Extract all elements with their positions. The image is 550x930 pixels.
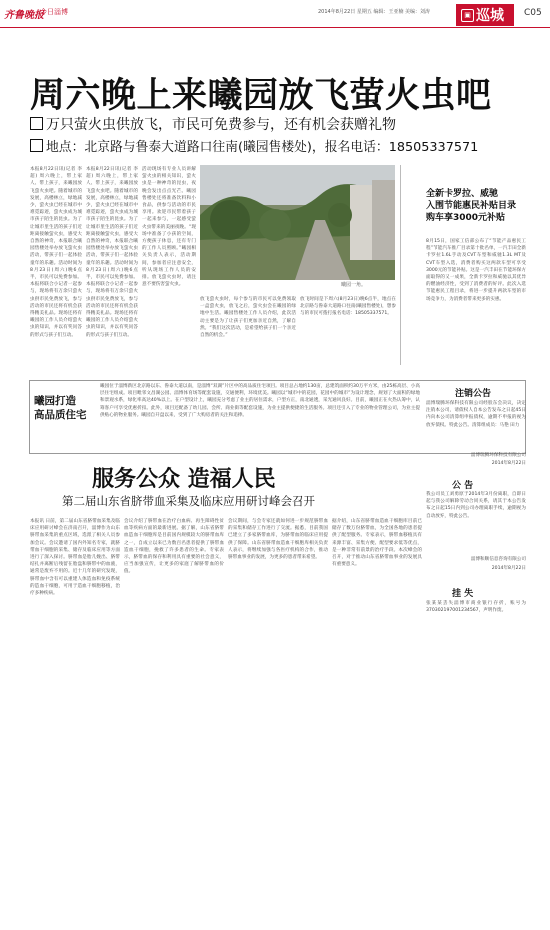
article2-column-3: 会议期间，与会专家还就如何进一步规范脐带血的采集和储存工作进行了交流。据悉，目前我国已建立了多家脐带血库，为脐带血的临床应用提供了保障。山东省脐带血造血干细胞库相关负责人表示，将继续加强与各医疗机构的合作，推动脐带血事业的发展，为更多的患者带来希望。	[228, 519, 328, 561]
article-subtitle-1: 万只萤火虫供放飞，市民可免费参与，还有机会获赠礼物	[30, 114, 396, 134]
column-divider	[400, 165, 401, 365]
article-column-1b: 本报8月22日讯(记者 李超) 周六晚上，带上家人、带上孩子，来曦园放飞萤火虫吧。随着城市的发展，高楼林立，绿地减少，萤火虫已经在城市中难觅踪迹，萤火虫成为城市孩子陌生的昆虫。为了让城市里生活的孩子们近距离接触萤火虫，感受大自然的神奇，本报联合曦园售楼处举办放飞萤火虫活动，带孩子们一起体验童年的乐趣。活动时间为8月23日(周六)晚6点半，市民可以免费参加。本报将联合小记者一起参与，现场将有万余只萤火虫供市民免费放飞，参与活动的市民还将有机会获得精美礼品。现场还将有曦园的工作人员介绍萤火虫的知识，并以有奖问答的形式与孩子们互动。	[86, 167, 138, 338]
article-column-2: 活动现场有专业人员讲解萤火虫的相关知识，萤火虫是一种神奇的昆虫，夜晚会发出点点光芒。曦园售楼处还将准备饮料和小食品，供参与活动的市民享用。欢迎市民带着孩子一起来参与，一起感受萤火虫带来的美丽夜晚。“现场中准备了小孩的空间，方便孩子休息，还有专门的工作人员照顾。”曦园相关负责人表示，活动期间，参加者应注意安全，听从现场工作人员的安排。放飞萤火虫时，请注意不要伤害萤火虫。	[142, 167, 196, 288]
article-headline: 周六晚上来曦园放飞萤火虫吧	[30, 76, 492, 116]
article-column-3: 放飞萤火虫时，每个参与的市民可以免费领取一盒萤火虫，放飞之后，萤火虫会在曦园的绿地中生活。曦园售楼处工作人员介绍，此次活动主要是为了让孩子们更加亲近自然，了解自然。“我们这次活动，是希望给孩子们一个亲近自然的机会。”	[200, 297, 296, 339]
advertorial-body: 曦园位于淄博新区北京路以东、鲁泰大道以南，是淄博“双湖”片区中的高品质住宅项目。项目总占地约130亩，总建筑面积约30万平方米，由25栋高层、小高层住宅组成。项目毗邻文昌湖公园、淄博体育场等配套设施，交通便利，环境优美。曦园以“城市中的花园，花园中的城市”为设计理念，规划了大面积的绿地和景观水系，绿化率高达40%以上。在户型设计上，曦园充分考虑了业主的居住需求，户型方正，南北通透，采光通风良好。目前，曦园正在火热认筹中，认筹客户可享受优惠折扣。此外，项目还配备了幼儿园、会所、商业街等配套设施，为业主提供便捷的生活服务。项目还引入了专业的物业管理公司，为业主提供贴心的物业服务。曦园自开盘以来，受到了广大购房者的关注和追捧。	[100, 384, 420, 418]
section-badge-label: 巡城	[476, 8, 504, 24]
notice-date-1: 2014年8月22日	[491, 461, 526, 466]
article2-subtitle: 第二届山东省脐带血采集及临床应用研讨峰会召开	[62, 494, 315, 508]
article2-column-4: 据介绍，山东省脐带血造血干细胞库目前已储存了数万份脐带血，为全国各地的患者提供了配型服务。专家表示，脐带血移植具有来源丰富、采集方便、配型要求低等优点，是一种非常有前景的治疗手段。本次峰会的召开，对于推动山东省脐带血事业的发展具有重要意义。	[332, 519, 422, 568]
checkbox-icon	[30, 139, 43, 152]
advertorial-title: 曦园打造 高品质住宅	[34, 395, 87, 421]
photo-caption: 曦园一角。	[341, 282, 367, 288]
notice-title-1: 注销公告	[454, 389, 491, 399]
article-column-4: 放飞时间是下周六(8月23日)晚6点半，地点在北京路与鲁泰大道路口往南(曦园售楼处)，想参与的市民可拨打报名电话：18505337571。	[300, 297, 396, 317]
article-column-1: 本报8月22日讯(记者 李超) 周六晚上，带上家人、带上孩子，来曦园放飞萤火虫吧。随着城市的发展，高楼林立，绿地减少，萤火虫已经在城市中难觅踪迹，萤火虫成为城市孩子陌生的昆虫。为了让城市里生活的孩子们近距离接触萤火虫，感受大自然的神奇，本报联合曦园售楼处举办放飞萤火虫活动，带孩子们一起体验童年的乐趣。活动时间为8月23日(周六)晚6点半，市民可以免费参加。本报将联合小记者一起参与，现场将有万余只萤火虫供市民免费放飞，参与活动的市民还将有机会获得精美礼品。现场还将有曦园的工作人员介绍萤火虫的知识，并以有奖问答的形式与孩子们互动。	[30, 167, 82, 338]
article-subtitle-2: 地点：北京路与鲁泰大道路口往南(曦园售楼处)，报名电话：18505337571	[30, 136, 478, 155]
checkbox-icon	[30, 117, 43, 130]
notice-title-3: 挂 失	[452, 589, 474, 599]
sidebar-title: 全新卡罗拉、威驰 入围节能惠民补贴目录 购车享3000元补贴	[426, 189, 517, 223]
issue-info: 2014年8月22日 星期五 编辑：王亚楠 美编：刘涛	[318, 9, 431, 15]
article2-column-2: 会议介绍了脐带血在治疗白血病、再生障碍性贫血等疾病方面的最新进展。据了解，山东省脐带血造血干细胞库是目前国内规模较大的脐带血库之一，自成立以来已为数百名患者提供了脐带血造血干细胞，挽救了许多患者的生命。专家表示，脐带血的保存和利用具有重要的社会意义，应当加强宣传，让更多的家庭了解脐带血的价值。	[124, 519, 224, 575]
notice-body-3: 张某某丢失淄博市商业银行存折，账号为370302197001234567，声明作废。	[426, 601, 526, 614]
article2-column-1: 本报讯 日前，第二届山东省脐带血采集及临床应用研讨峰会在济南召开，淄博作为山东脐带血采集的重点区域，选派了相关人员参加会议。会议邀请了国内外知名专家，就脐带血干细胞的采集、储存及临床应用等方面进行了深入探讨。脐带血是胎儿娩出、脐带结扎并离断后残留在胎盘和脐带中的血液，通常是废弃不用的。近十几年的研究发现，脐带血中含有可以重建人体造血和免疫系统的造血干细胞，可用于造血干细胞移植，治疗多种疾病。	[30, 519, 120, 597]
notice-signer-2: 淄博和顺信息咨询有限公司	[470, 557, 526, 562]
section-badge-icon: ▣	[461, 9, 474, 22]
sidebar-body: 8月15日，国家工信部公布了“节能产品惠民工程”节能汽车推广目录第十批名单，一汽丰田全新卡罗拉1.6L手动及CVT车型和威驰1.3L MT及CVT车型入选，消费者购买这两款车型可享受3000元的节能补贴。这是一汽丰田在节能环保方面取得的又一成果，全新卡罗拉和威驰以其优异的燃油经济性，受到了消费者的好评。此次入选节能惠民工程目录，将进一步提升两款车型的市场竞争力，为消费者带来更多的实惠。	[426, 239, 526, 302]
newspaper-logo: 齐鲁晚报	[4, 10, 44, 21]
notice-signer-1: 淄博瑞腾环保科技有限公司	[470, 453, 526, 458]
notice-date-2: 2014年8月22日	[491, 566, 526, 571]
header-divider	[0, 27, 550, 28]
notice-title-2: 公 告	[452, 481, 474, 491]
page-number: C05	[524, 8, 542, 18]
article-photo	[200, 165, 395, 280]
section-topic: 今日淄博	[40, 8, 68, 16]
notice-body-2: 我公司员工刘勇原于2014年3月份离职，自即日起与我公司解除劳动合同关系，请其于本公告发布之日起15日内到公司办理离职手续，逾期视为自动放弃，特此公告。	[426, 492, 526, 519]
article2-headline: 服务公众 造福人民	[92, 467, 276, 492]
notice-body-1: 淄博瑞腾环保科技有限公司经股东会决议，决定注销本公司，请债权人自本公告发布之日起45日内向本公司清算组申报债权，逾期不申报的视为放弃债权。特此公告。清算组成员：马艳 田力	[426, 401, 526, 428]
